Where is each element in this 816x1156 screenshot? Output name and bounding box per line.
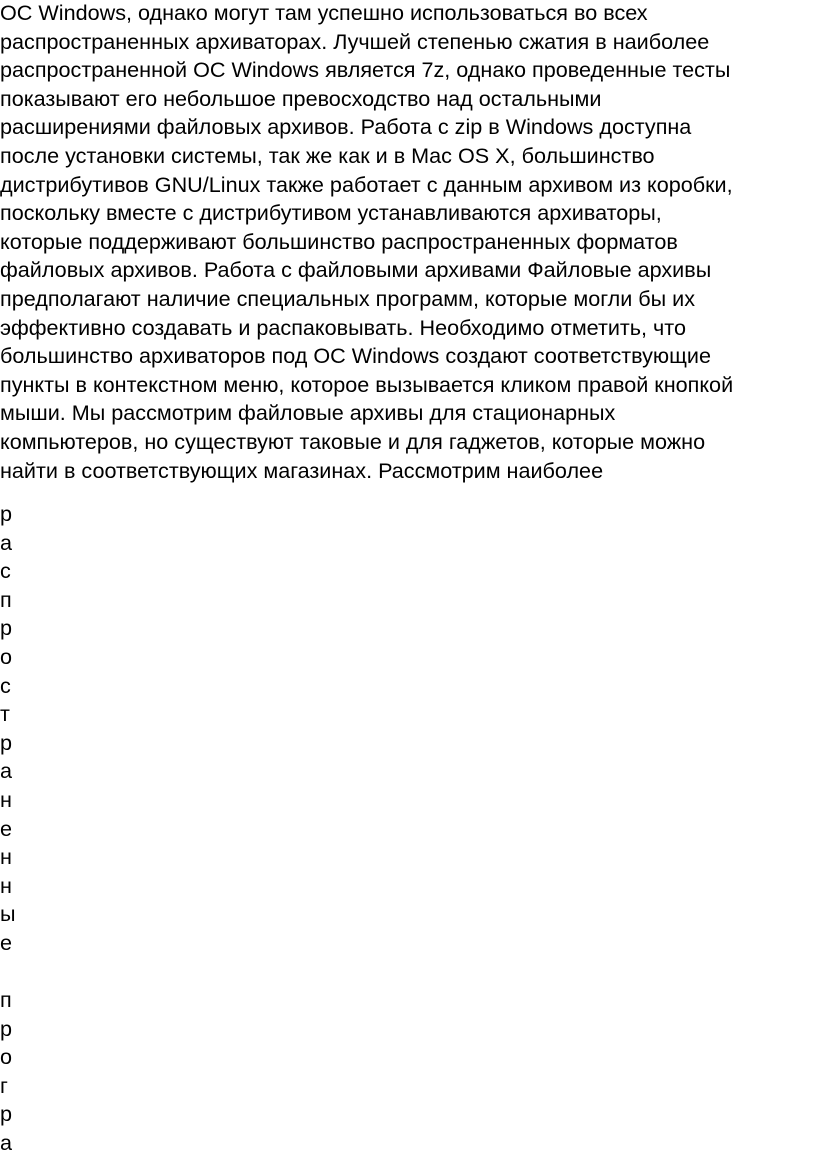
text-line: пункты в контекстном меню, которое вызывается кликом правой кнопкой: [0, 371, 734, 397]
body-paragraph: [0, 0, 816, 485]
text-line: после установки системы, так же как и в Mac OS X, большинство: [0, 142, 655, 168]
vertical-char: п: [0, 586, 12, 612]
vertical-char: а: [0, 758, 13, 784]
text-line: эффективно создавать и распаковывать. Необходимо отметить, что: [0, 314, 686, 340]
text-line: которые поддерживают большинство распространенных форматов: [0, 228, 678, 254]
vertical-char: р: [0, 1101, 13, 1127]
text-line: распространенной ОС Windows является 7z, однако проведенные тесты: [0, 57, 731, 83]
text-line: расширениями файловых архивов. Работа с zip в Windows доступна: [0, 114, 692, 140]
text-line: найти в соответствующих магазинах. Рассмотрим наиболее: [0, 457, 604, 483]
vertical-char: т: [0, 701, 10, 727]
vertical-char: о: [0, 643, 13, 669]
vertical-char: р: [0, 729, 13, 755]
text-line: файловых архивов. Работа с файловыми архивами Файловые архивы: [0, 257, 712, 283]
text-line: ОС Windows, однако могут там успешно использоваться во всех: [0, 0, 648, 25]
vertical-char: ы: [0, 901, 16, 927]
vertical-char: р: [0, 615, 13, 641]
vertical-char: с: [0, 672, 11, 698]
text-line: дистрибутивов GNU/Linux также работает с данным архивом из коробки,: [0, 171, 733, 197]
text-line: большинство архиваторов под ОС Windows создают соответствующие: [0, 343, 711, 369]
vertical-char: [0, 958, 40, 987]
text-line: поскольку вместе с дистрибутивом устанавливаются архиваторы,: [0, 200, 662, 226]
vertical-text-column: [0, 500, 40, 1156]
text-line: компьютеров, но существуют таковые и для гаджетов, которые можно: [0, 428, 706, 454]
vertical-char: е: [0, 929, 13, 955]
vertical-char: р: [0, 501, 13, 526]
vertical-char: о: [0, 1044, 13, 1070]
vertical-char: н: [0, 872, 12, 898]
vertical-char: г: [0, 1072, 8, 1098]
vertical-char: с: [0, 558, 11, 584]
vertical-char: н: [0, 786, 12, 812]
vertical-char: р: [0, 1015, 13, 1041]
vertical-char: а: [0, 1130, 13, 1156]
vertical-char: е: [0, 815, 13, 841]
text-line: распространенных архиваторах. Лучшей степенью сжатия в наиболее: [0, 28, 710, 54]
text-line: мыши. Мы рассмотрим файловые архивы для стационарных: [0, 400, 616, 426]
text-line: предполагают наличие специальных программ, которые могли бы их: [0, 285, 696, 311]
vertical-char: а: [0, 529, 13, 555]
vertical-char: п: [0, 987, 12, 1013]
vertical-char: н: [0, 844, 12, 870]
text-line: показывают его небольшое превосходство над остальными: [0, 85, 602, 111]
